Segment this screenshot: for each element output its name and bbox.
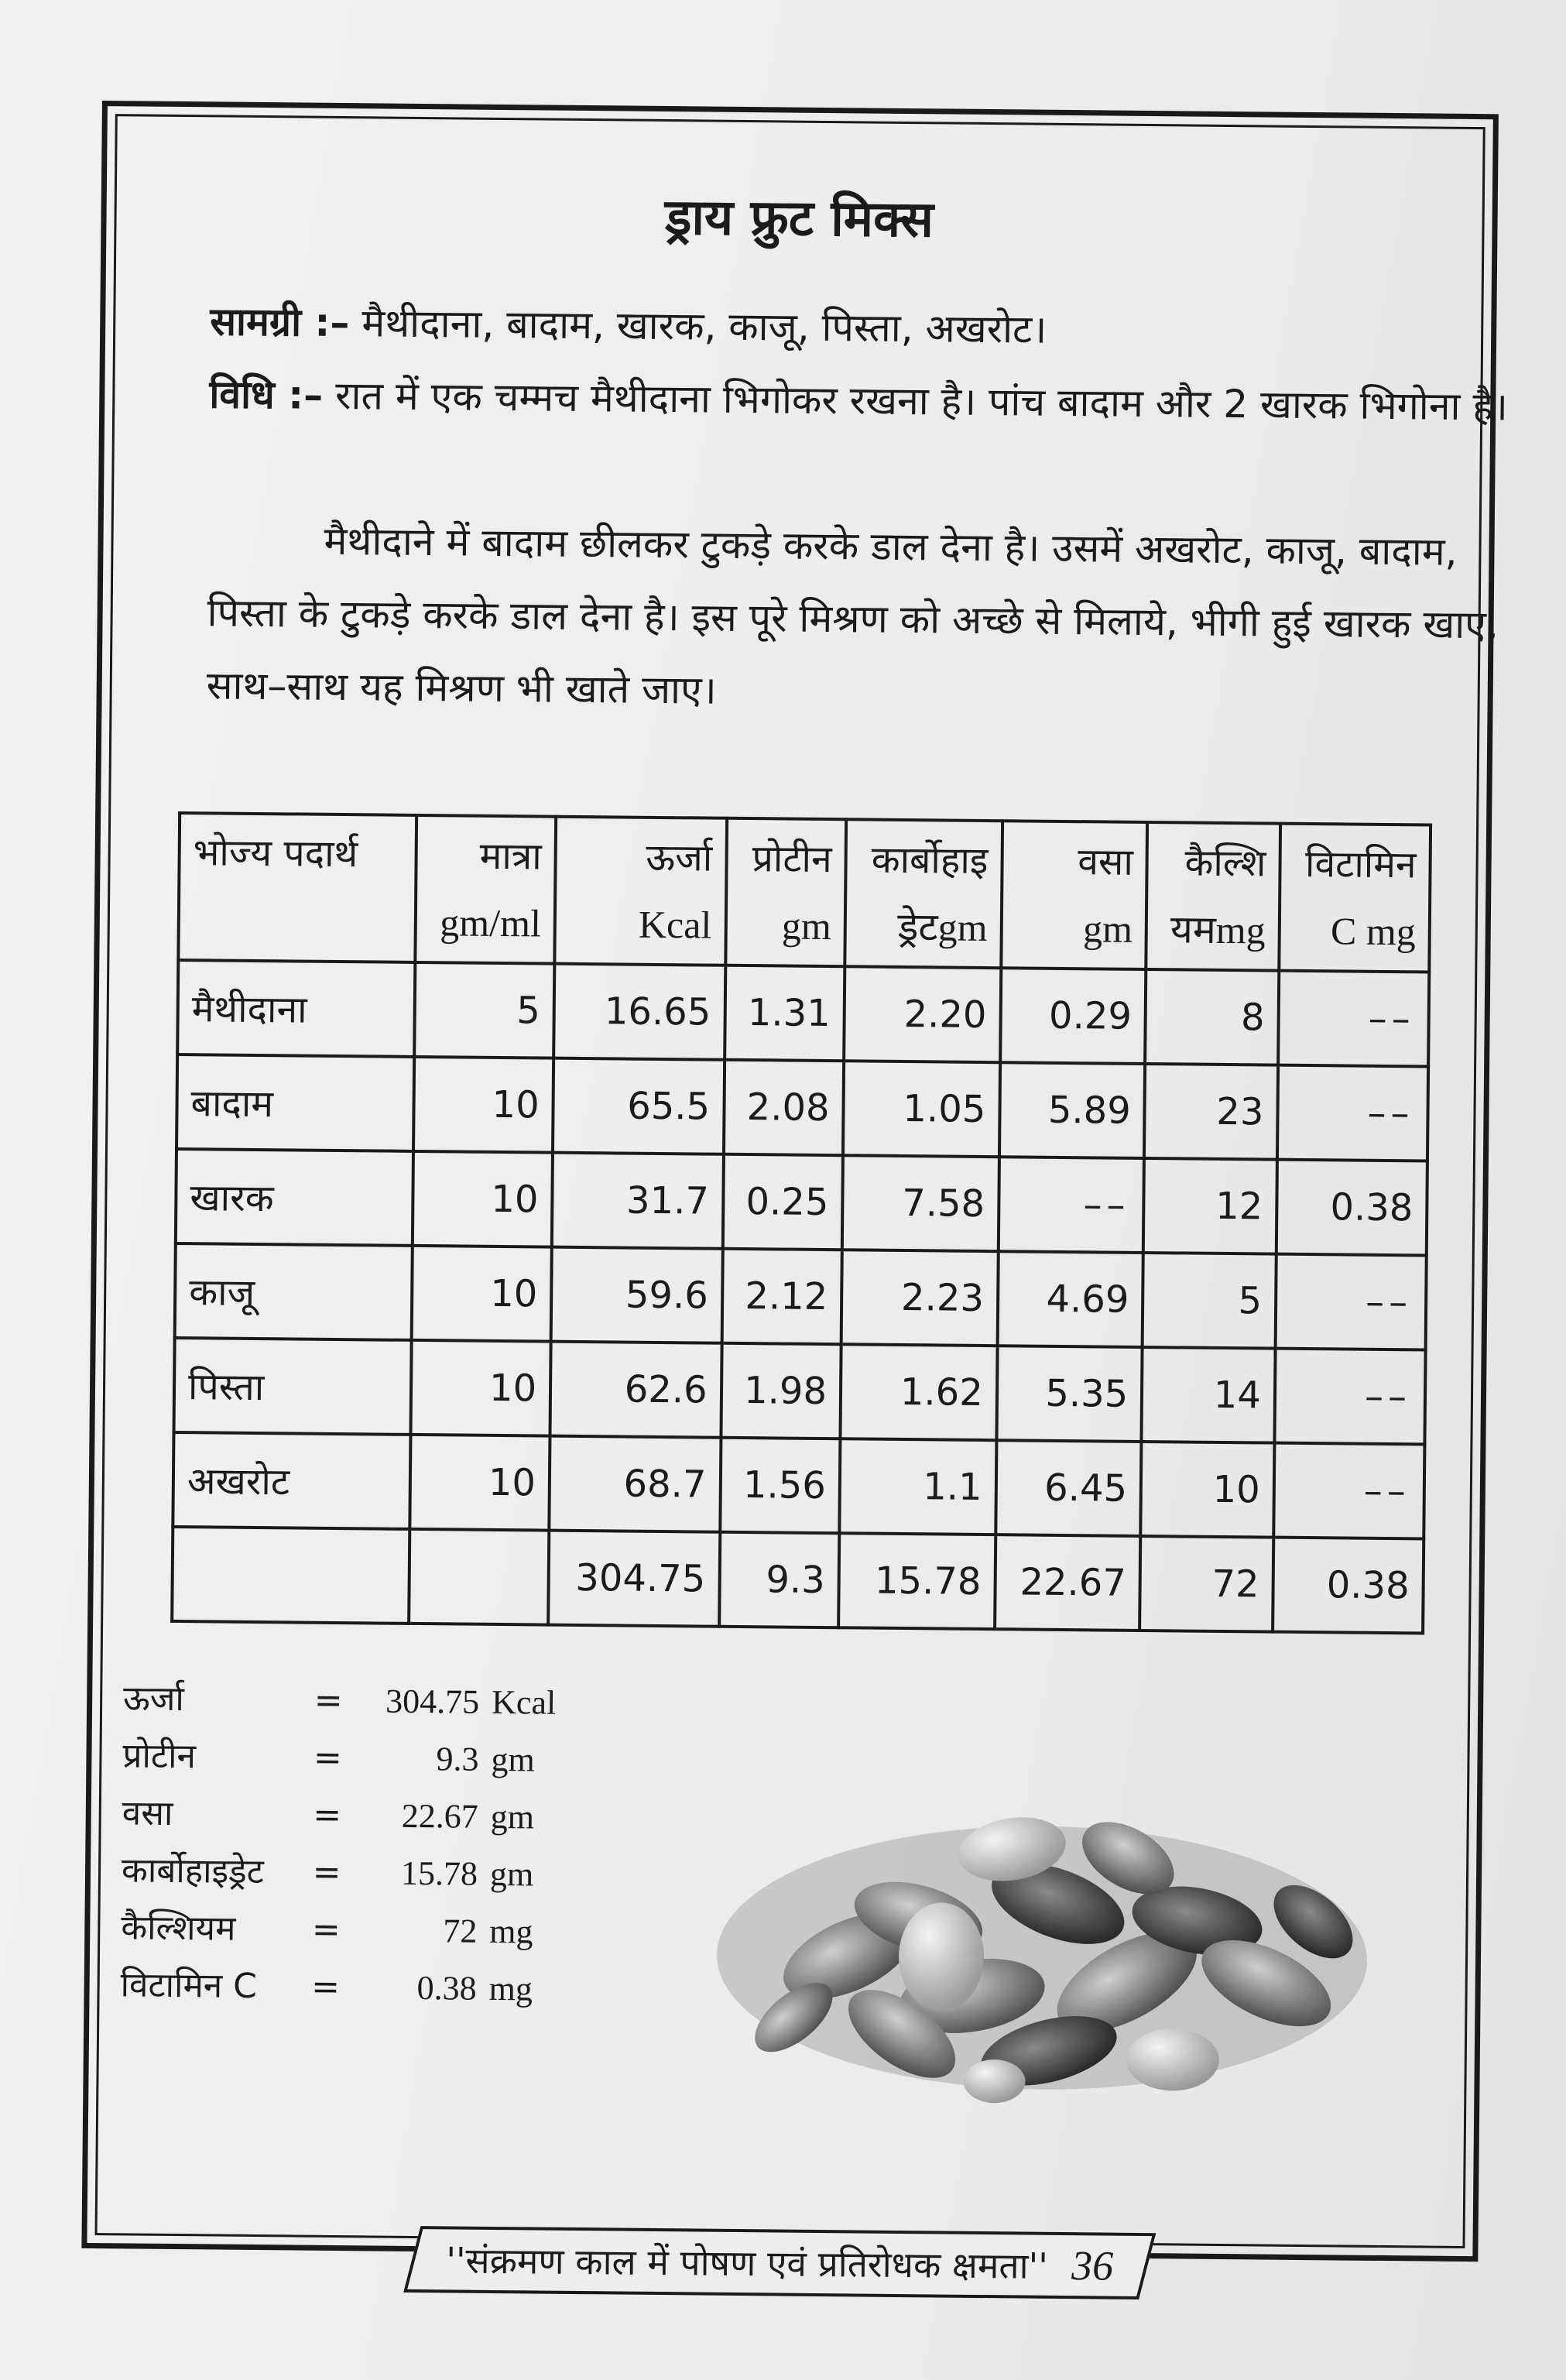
table-cell: –– xyxy=(999,1157,1145,1253)
table-cell: 22.67 xyxy=(995,1535,1141,1631)
table-cell: 68.7 xyxy=(549,1436,721,1532)
method-paragraph-2: मैथीदाने में बादाम छीलकर टुकड़े करके डाल देना है। उसमें अखरोट, काजू, बादाम, पिस्ता के टुकड़े करके डाल देना है। इस पूरे मिश्रण को अच्छे से मिलाये, भीगी हुई खारक खाए, साथ–साथ यह मिश्रण भी खाते जाए। xyxy=(206,518,1499,713)
food-name-cell: पिस्ता xyxy=(173,1338,411,1435)
table-cell: 1.62 xyxy=(840,1344,997,1440)
table-cell: 31.7 xyxy=(552,1153,724,1249)
table-cell: –– xyxy=(1273,1443,1424,1539)
table-cell xyxy=(409,1529,549,1625)
summary-label: प्रोटीन xyxy=(122,1736,197,1777)
table-cell: 4.69 xyxy=(997,1251,1143,1347)
table-cell: 14 xyxy=(1142,1347,1276,1443)
summary-equals: = xyxy=(310,1967,341,2008)
summary-unit: mg xyxy=(489,1912,533,1951)
table-row xyxy=(173,1338,1425,1445)
dry-fruit-mix-illustration xyxy=(692,1761,1392,2124)
table-cell: –– xyxy=(1277,1065,1428,1161)
summary-equals: = xyxy=(312,1852,341,1893)
column-header-unit: ड्रेटgm xyxy=(897,904,988,950)
summary-unit: mg xyxy=(488,1969,533,2008)
food-name-cell: काजू xyxy=(175,1243,413,1340)
table-cell: 1.31 xyxy=(725,965,845,1061)
page-footer xyxy=(87,2223,1473,2303)
table-cell: 12 xyxy=(1143,1158,1277,1254)
summary-row xyxy=(121,1899,583,1961)
recipe-title: ड्राय फ्रुट मिक्स xyxy=(664,188,934,249)
table-header-row xyxy=(178,813,1431,972)
summary-unit: gm xyxy=(490,1797,535,1836)
ingredients-paragraph xyxy=(210,285,1527,370)
table-cell: 5 xyxy=(1143,1253,1276,1349)
table-total-row xyxy=(172,1527,1424,1634)
page-number: 36 xyxy=(1071,2242,1114,2289)
column-header-top: विटामिन xyxy=(1304,842,1417,887)
nutrition-summary xyxy=(120,1670,584,2018)
summary-row xyxy=(122,1727,584,1789)
table-cell: 6.45 xyxy=(995,1440,1142,1536)
nutrition-table xyxy=(170,811,1432,1635)
summary-unit: gm xyxy=(491,1740,535,1779)
table-cell: –– xyxy=(1275,1254,1426,1350)
table-cell: 10 xyxy=(413,1151,553,1247)
table-cell: 62.6 xyxy=(550,1342,722,1438)
summary-unit: gm xyxy=(489,1854,534,1894)
food-name-cell: बादाम xyxy=(176,1055,414,1151)
table-cell: 72 xyxy=(1139,1536,1273,1632)
column-header xyxy=(178,813,416,962)
food-name-cell xyxy=(172,1527,409,1624)
table-cell: 10 xyxy=(412,1246,552,1342)
column-header xyxy=(1001,821,1147,969)
food-name-cell: अखरोट xyxy=(173,1432,410,1529)
table-cell: 2.20 xyxy=(844,966,1001,1062)
table-cell: 1.1 xyxy=(839,1439,996,1535)
summary-label: ऊर्जा xyxy=(122,1679,185,1720)
table-cell: 9.3 xyxy=(719,1532,840,1627)
summary-equals: = xyxy=(311,1909,341,1950)
column-header-unit: gm xyxy=(1082,907,1133,951)
table-cell: 2.23 xyxy=(841,1250,999,1346)
table-cell: 5.89 xyxy=(999,1062,1146,1158)
column-header-unit: Kcal xyxy=(638,902,712,947)
table-row xyxy=(176,1055,1428,1161)
summary-value: 15.78 xyxy=(400,1854,478,1893)
table-cell: 15.78 xyxy=(838,1533,995,1629)
summary-value: 72 xyxy=(443,1912,478,1950)
table-cell: 7.58 xyxy=(842,1155,999,1251)
food-name-cell: खारक xyxy=(176,1149,413,1246)
table-cell: 0.38 xyxy=(1273,1538,1424,1634)
ingredients-text: मैथीदाना, बादाम, खारक, काजू, पिस्ता, अखरोट। xyxy=(362,300,1047,352)
summary-row xyxy=(122,1785,584,1847)
column-header-top: भोज्य पदार्थ xyxy=(193,831,358,876)
method-paragraph-1 xyxy=(209,358,1526,443)
table-cell: 23 xyxy=(1144,1064,1278,1160)
table-cell: 0.25 xyxy=(722,1154,843,1250)
table-cell: 304.75 xyxy=(548,1531,720,1627)
table-cell: 10 xyxy=(410,1340,550,1436)
table-row xyxy=(175,1243,1427,1350)
summary-row xyxy=(120,1956,582,2018)
column-header-top: प्रोटीन xyxy=(752,837,832,882)
footer-banner xyxy=(403,2226,1156,2299)
table-cell: –– xyxy=(1278,971,1429,1067)
table-cell: 0.29 xyxy=(1000,968,1146,1064)
summary-label: विटामिन C xyxy=(120,1965,258,2007)
table-cell: 59.6 xyxy=(551,1247,723,1343)
summary-row xyxy=(122,1842,584,1904)
table-row xyxy=(176,1149,1427,1256)
table-cell: 10 xyxy=(1140,1442,1274,1538)
book-title: ''संक्रमण काल में पोषण एवं प्रतिरोधक क्षमता'' xyxy=(446,2239,1049,2287)
table-cell: 10 xyxy=(413,1057,553,1153)
table-cell: 1.05 xyxy=(843,1061,1000,1157)
method-text-1: रात में एक चम्मच मैथीदाना भिगोकर रखना है। पांच बादाम और 2 खारक भिगोना है। xyxy=(334,372,1509,430)
page-border xyxy=(81,101,1509,2289)
table-row xyxy=(173,1432,1424,1539)
column-header-unit: यमmg xyxy=(1170,907,1266,952)
column-header-top: कार्बोहाइ xyxy=(871,838,989,883)
table-row xyxy=(177,960,1429,1067)
column-header-unit: gm xyxy=(781,904,832,948)
summary-unit: Kcal xyxy=(491,1682,557,1722)
summary-equals: = xyxy=(313,1737,343,1778)
column-header-top: वसा xyxy=(1077,840,1134,884)
table-cell: 5 xyxy=(414,962,554,1058)
summary-label: कैल्शियम xyxy=(121,1908,236,1949)
table-cell: 16.65 xyxy=(553,964,725,1060)
food-name-cell: मैथीदाना xyxy=(177,960,415,1057)
column-header xyxy=(1146,822,1280,971)
column-header-top: कैल्शि xyxy=(1184,841,1266,886)
table-cell: 5.35 xyxy=(996,1346,1143,1442)
table-cell: 2.08 xyxy=(724,1060,845,1155)
summary-label: वसा xyxy=(122,1793,173,1833)
column-header xyxy=(845,819,1002,968)
column-header xyxy=(725,818,846,966)
method-label: विधि :– xyxy=(209,372,324,418)
summary-row xyxy=(123,1670,585,1732)
column-header xyxy=(415,815,556,964)
table-cell: 1.56 xyxy=(720,1438,841,1533)
table-body xyxy=(172,960,1429,1633)
ingredients-label: सामग्री :– xyxy=(209,299,350,346)
table-cell: 2.12 xyxy=(721,1249,842,1344)
summary-value: 22.67 xyxy=(401,1796,478,1836)
summary-label: कार्बोहाइड्रेट xyxy=(121,1850,265,1892)
summary-value: 0.38 xyxy=(416,1969,477,2008)
table-cell: 10 xyxy=(409,1435,550,1531)
column-header-unit: gm/ml xyxy=(440,900,542,945)
column-header-unit: C mg xyxy=(1330,909,1417,954)
table-cell: –– xyxy=(1274,1349,1425,1445)
column-header-top: ऊर्जा xyxy=(646,835,713,880)
table-cell: 0.38 xyxy=(1276,1160,1427,1256)
column-header-top: मात्रा xyxy=(479,834,542,879)
column-header xyxy=(554,817,726,965)
table-cell: 1.98 xyxy=(721,1343,841,1439)
column-header xyxy=(1279,824,1431,972)
table-cell: 8 xyxy=(1145,969,1279,1065)
summary-equals: = xyxy=(313,1795,342,1836)
summary-value: 304.75 xyxy=(385,1682,480,1721)
table-cell: 65.5 xyxy=(553,1058,725,1154)
summary-value: 9.3 xyxy=(436,1740,479,1778)
summary-equals: = xyxy=(314,1680,343,1721)
